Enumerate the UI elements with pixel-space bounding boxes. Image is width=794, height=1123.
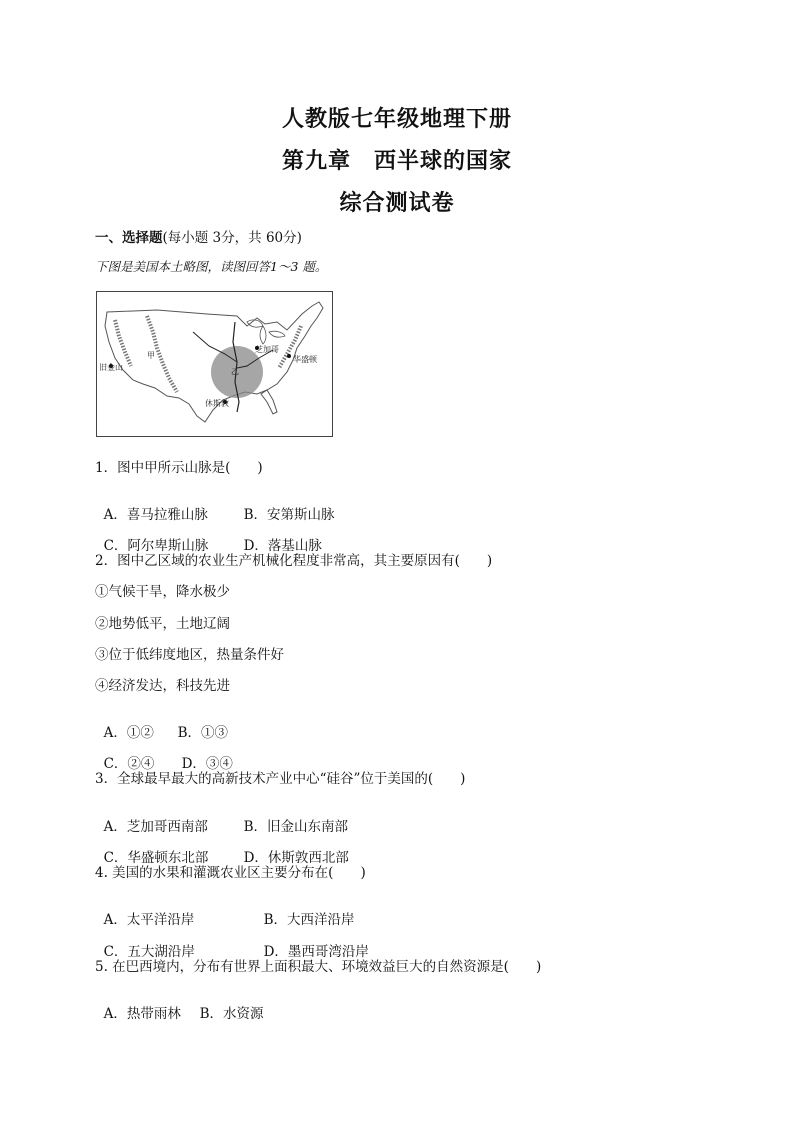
q5-stem: 5. 在巴西境内，分布有世界上面积最大、环境效益巨大的自然资源是( ) <box>95 959 542 975</box>
title-line-2: 第九章 西半球的国家 <box>281 148 512 174</box>
q4-option-c[interactable]: C．五大湖沿岸 <box>103 944 195 960</box>
q5-options-row-1 <box>95 986 264 1022</box>
q2-stem: 2．图中乙区域的农业生产机械化程度非常高，其主要原因有( ) <box>95 553 493 569</box>
section-title: 一、选择题 <box>95 230 163 246</box>
label-chicago: 芝加哥 <box>255 345 279 354</box>
q3-option-a[interactable]: A．芝加哥西南部 <box>103 819 208 835</box>
q5-option-a[interactable]: A．热带雨林 <box>103 1006 181 1022</box>
map-instruction: 下图是美国本土略图，读图回答1～3 题。 <box>95 259 328 274</box>
q4-stem: 4. 美国的水果和灌溉农业区主要分布在( ) <box>95 865 366 881</box>
q5-option-b[interactable]: B．水资源 <box>199 1006 264 1022</box>
q3-option-b[interactable]: B．旧金山东南部 <box>243 819 349 835</box>
q4-option-d[interactable]: D．墨西哥湾沿岸 <box>263 944 369 960</box>
title-line-3: 综合测试卷 <box>339 190 455 216</box>
q2-statement-2: ②地势低平，土地辽阔 <box>95 616 230 632</box>
q4-option-a[interactable]: A．太平洋沿岸 <box>103 912 195 928</box>
label-yi: 乙 <box>231 367 239 376</box>
florida-outline <box>261 390 277 414</box>
q2-statement-3: ③位于低纬度地区，热量条件好 <box>95 647 284 663</box>
q2-option-b[interactable]: B．①③ <box>177 725 229 741</box>
section-heading <box>95 226 302 246</box>
label-jia: 甲 <box>147 351 155 360</box>
usa-map-svg <box>97 292 332 436</box>
label-sanfrancisco: 旧金山 <box>99 363 123 372</box>
q3-option-d[interactable]: D．休斯敦西北部 <box>243 850 349 866</box>
label-washington: 华盛顿 <box>293 355 317 364</box>
q2-option-c[interactable]: C．②④ <box>103 756 155 772</box>
q4-option-b[interactable]: B．大西洋沿岸 <box>263 912 355 928</box>
q2-statement-1: ①气候干旱，降水极少 <box>95 584 230 600</box>
q3-stem: 3．全球最早最大的高新技术产业中心“硅谷”位于美国的( ) <box>95 771 466 787</box>
title-line-1: 人教版七年级地理下册 <box>281 106 512 132</box>
city-dot-washington <box>287 354 291 358</box>
q1-stem: 1．图中甲所示山脉是( ) <box>95 460 263 476</box>
q2-option-d[interactable]: D．③④ <box>181 756 233 772</box>
q3-option-c[interactable]: C．华盛顿东北部 <box>103 850 209 866</box>
q1-option-c[interactable]: C．阿尔卑斯山脉 <box>103 538 209 554</box>
coastal-ranges <box>115 320 131 366</box>
usa-map-figure <box>96 291 333 437</box>
q2-statement-4: ④经济发达，科技先进 <box>95 678 230 694</box>
q4-options-row-1 <box>95 892 355 928</box>
q1-option-a[interactable]: A．喜马拉雅山脉 <box>103 507 208 523</box>
label-houston: 休斯敦 <box>205 399 229 408</box>
q1-option-d[interactable]: D．落基山脉 <box>243 538 322 554</box>
q1-option-b[interactable]: B．安第斯山脉 <box>243 507 335 523</box>
q2-option-a[interactable]: A．①② <box>103 725 154 741</box>
section-score-note: (每小题 3分，共 60分) <box>162 230 302 246</box>
